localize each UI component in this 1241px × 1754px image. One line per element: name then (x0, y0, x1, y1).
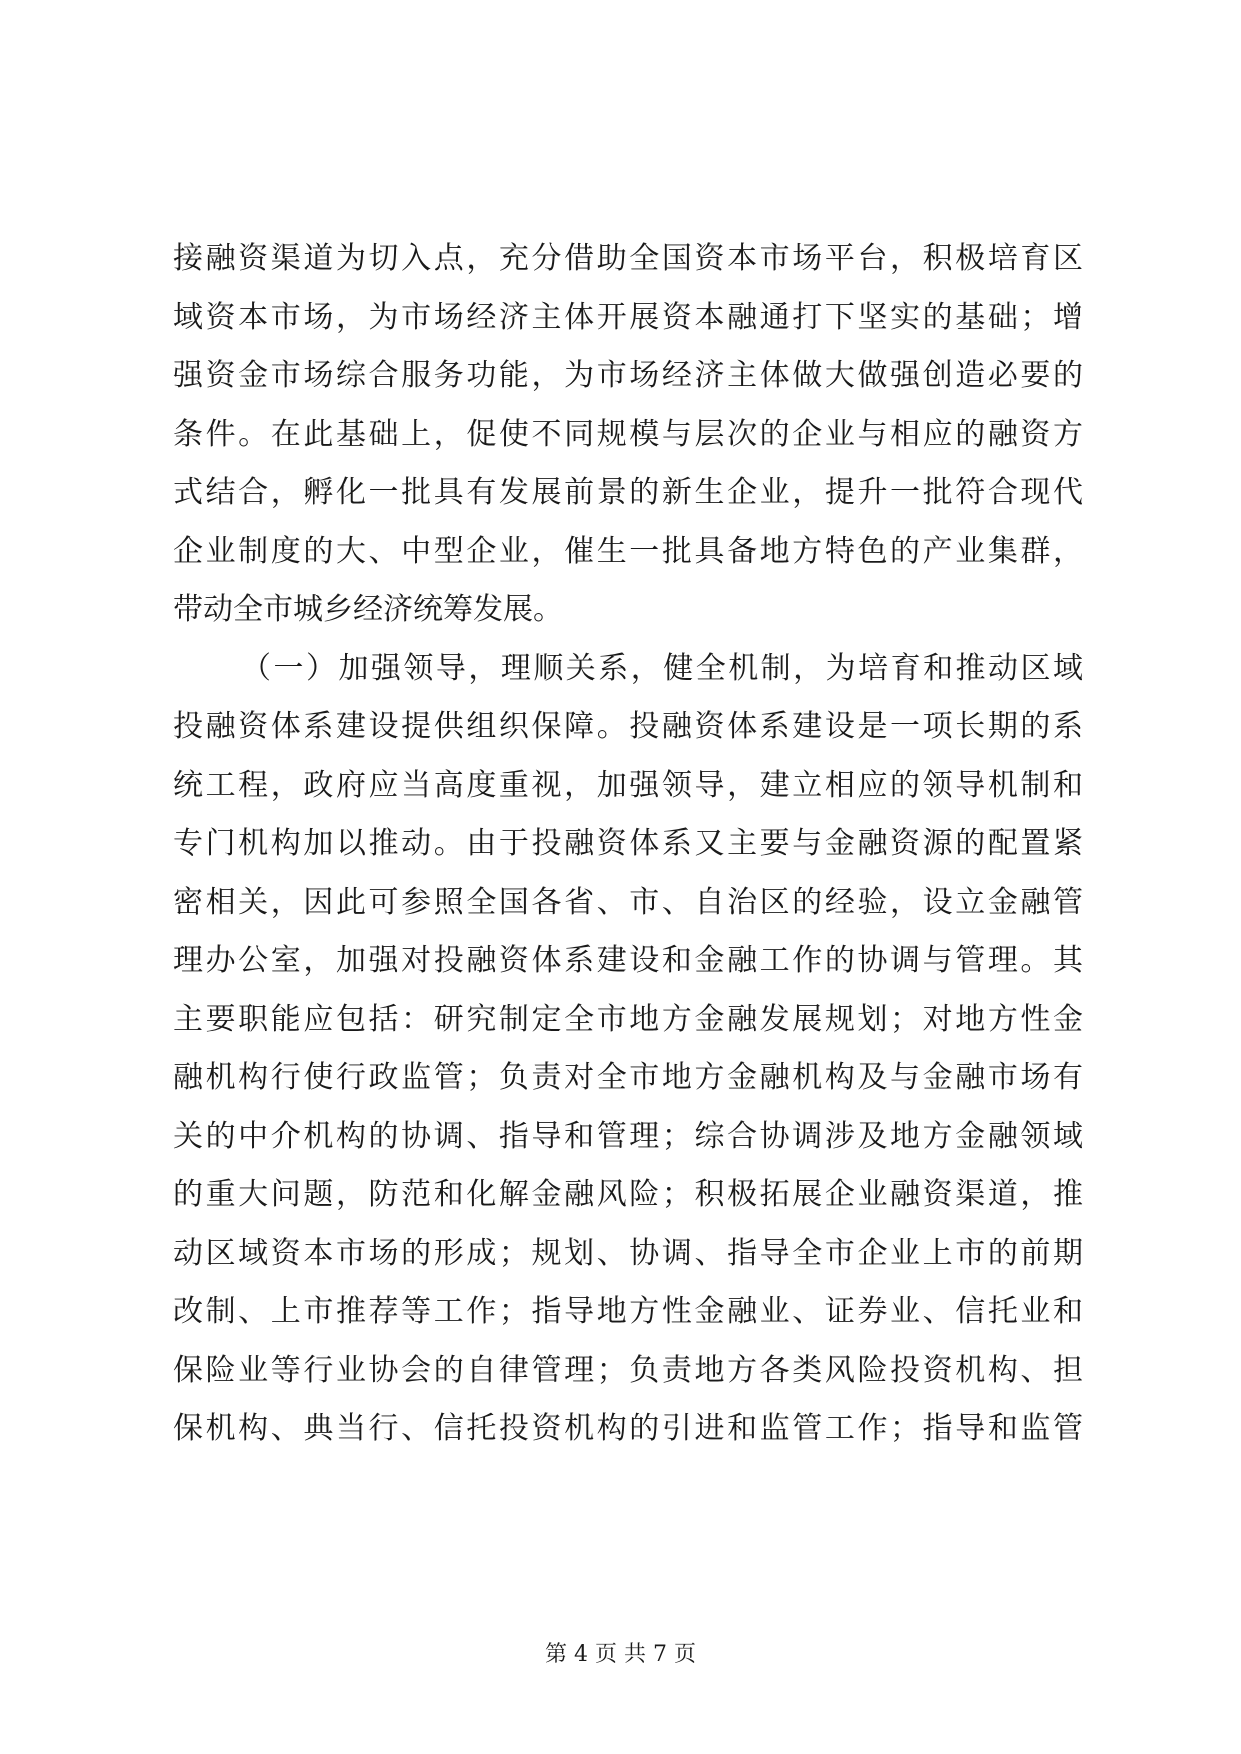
paragraph-2 (173, 640, 1083, 1459)
text-line: 改制、上市推荐等工作；指导地方性金融业、证券业、信托业和 (173, 1294, 1083, 1329)
text-line: 保险业等行业协会的自律管理；负责地方各类风险投资机构、担 (173, 1352, 1083, 1388)
text-line: 带动全市城乡经济统筹发展。 (173, 592, 563, 627)
text-line: 动区域资本市场的形成；规划、协调、指导全市企业上市的前期 (173, 1235, 1083, 1271)
text-line: 主要职能应包括：研究制定全市地方金融发展规划；对地方性金 (173, 1001, 1083, 1037)
text-line: 关的中介机构的协调、指导和管理；综合协调涉及地方金融领域 (173, 1118, 1083, 1154)
text-line: 接融资渠道为切入点，充分借助全国资本市场平台，积极培育区 (173, 241, 1083, 276)
text-line: 专门机构加以推动。由于投融资体系又主要与金融资源的配置紧 (173, 826, 1083, 861)
page-number-footer: 第 4 页 共 7 页 (545, 1642, 696, 1667)
text-line: 域资本市场，为市场经济主体开展资本融通打下坚实的基础；增 (173, 299, 1083, 335)
text-line: 企业制度的大、中型企业，催生一批具备地方特色的产业集群， (173, 533, 1083, 569)
text-line: 保机构、典当行、信托投资机构的引进和监管工作；指导和监管 (173, 1411, 1083, 1446)
paragraph-1 (173, 230, 1083, 640)
text-line: 融机构行使行政监管；负责对全市地方金融机构及与金融市场有 (173, 1060, 1083, 1095)
text-line: 条件。在此基础上，促使不同规模与层次的企业与相应的融资方 (173, 416, 1083, 452)
body-text (173, 230, 1083, 1459)
text-line: 密相关，因此可参照全国各省、市、自治区的经验，设立金融管 (173, 884, 1083, 920)
text-line: （一）加强领导，理顺关系，健全机制，为培育和推动区域 (241, 650, 1083, 686)
text-line: 式结合，孵化一批具有发展前景的新生企业，提升一批符合现代 (173, 475, 1083, 510)
text-line: 的重大问题，防范和化解金融风险；积极拓展企业融资渠道，推 (173, 1177, 1083, 1212)
text-line: 统工程，政府应当高度重视，加强领导，建立相应的领导机制和 (173, 767, 1083, 803)
text-line: 强资金市场综合服务功能，为市场经济主体做大做强创造必要的 (173, 358, 1083, 393)
text-line: 理办公室，加强对投融资体系建设和金融工作的协调与管理。其 (173, 943, 1083, 978)
text-line: 投融资体系建设提供组织保障。投融资体系建设是一项长期的系 (173, 709, 1083, 744)
